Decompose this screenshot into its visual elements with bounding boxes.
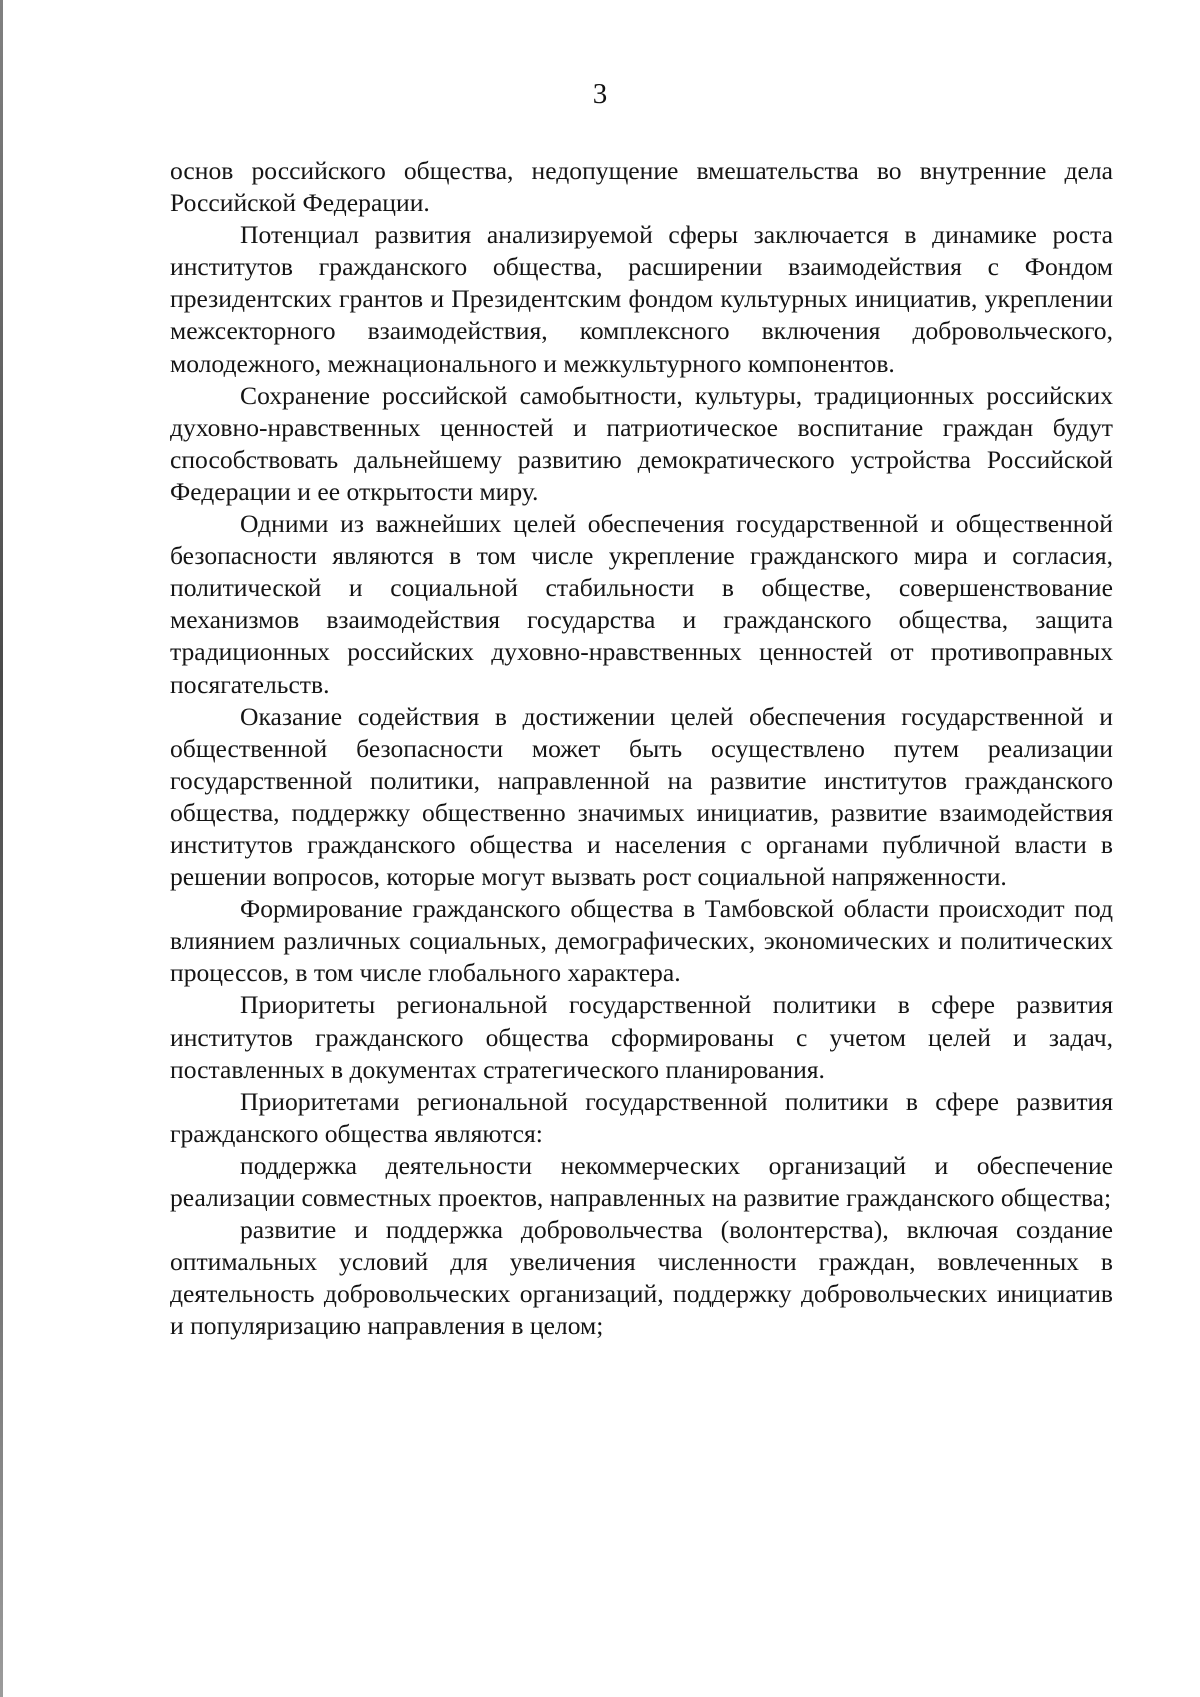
paragraph-security-goals: Одними из важнейших целей обеспечения государственной и общественной безопасности являются в том числе укрепление гражданского мира и согласия, политической и социальной стабильности в обществе, совершенствование механизмов взаимодействия государства и гражданского общества, защита традиционных российских духовно-нравственных ценностей от противоправных посягательств. <box>170 509 1113 699</box>
scan-edge-shadow <box>0 0 3 1697</box>
paragraph-tambov-society: Формирование гражданского общества в Тамбовской области происходит под влиянием различных социальных, демографических, экономических и политических процессов, в том числе глобального характера. <box>170 894 1113 988</box>
page-number: 3 <box>592 78 608 110</box>
paragraph-development-potential: Потенциал развития анализируемой сферы заключается в динамике роста институтов гражданского общества, расширении взаимодействия с Фондом президентских грантов и Президентским фондом культурных инициатив, укреплении межсекторного взаимодействия, комплексного включения добровольческого, молодежного, межнационального и межкультурного компонентов. <box>170 220 1113 378</box>
paragraph-priorities-intro: Приоритетами региональной государственной политики в сфере развития гражданского общества являются: <box>170 1086 1113 1148</box>
paragraph-continuation: основ российского общества, недопущение вмешательства во внутренние дела Российской Федерации. <box>170 156 1113 218</box>
document-body <box>170 155 1113 1342</box>
list-item-nko-support: поддержка деятельности некоммерческих организаций и обеспечение реализации совместных проектов, направленных на развитие гражданского общества; <box>170 1150 1113 1212</box>
paragraph-assistance: Оказание содействия в достижении целей обеспечения государственной и общественной безопасности может быть осуществлено путем реализации государственной политики, направленной на развитие институтов гражданского общества, поддержку общественно значимых инициатив, развитие взаимодействия институтов гражданского общества и населения с органами публичной власти в решении вопросов, которые могут вызвать рост социальной напряженности. <box>170 701 1113 892</box>
paragraph-regional-priorities: Приоритеты региональной государственной политики в сфере развития институтов гражданского общества сформированы с учетом целей и задач, поставленных в документах стратегического планирования. <box>170 990 1113 1084</box>
paragraph-russian-identity: Сохранение российской самобытности, культуры, традиционных российских духовно-нравственных ценностей и патриотическое воспитание граждан будут способствовать дальнейшему развитию демократического устройства Российской Федерации и ее открытости миру. <box>170 380 1113 506</box>
list-item-volunteering: развитие и поддержка добровольчества (волонтерства), включая создание оптимальных условий для увеличения численности граждан, вовлеченных в деятельность добровольческих организаций, поддержку добровольческих инициатив и популяризацию направления в целом; <box>170 1215 1113 1341</box>
